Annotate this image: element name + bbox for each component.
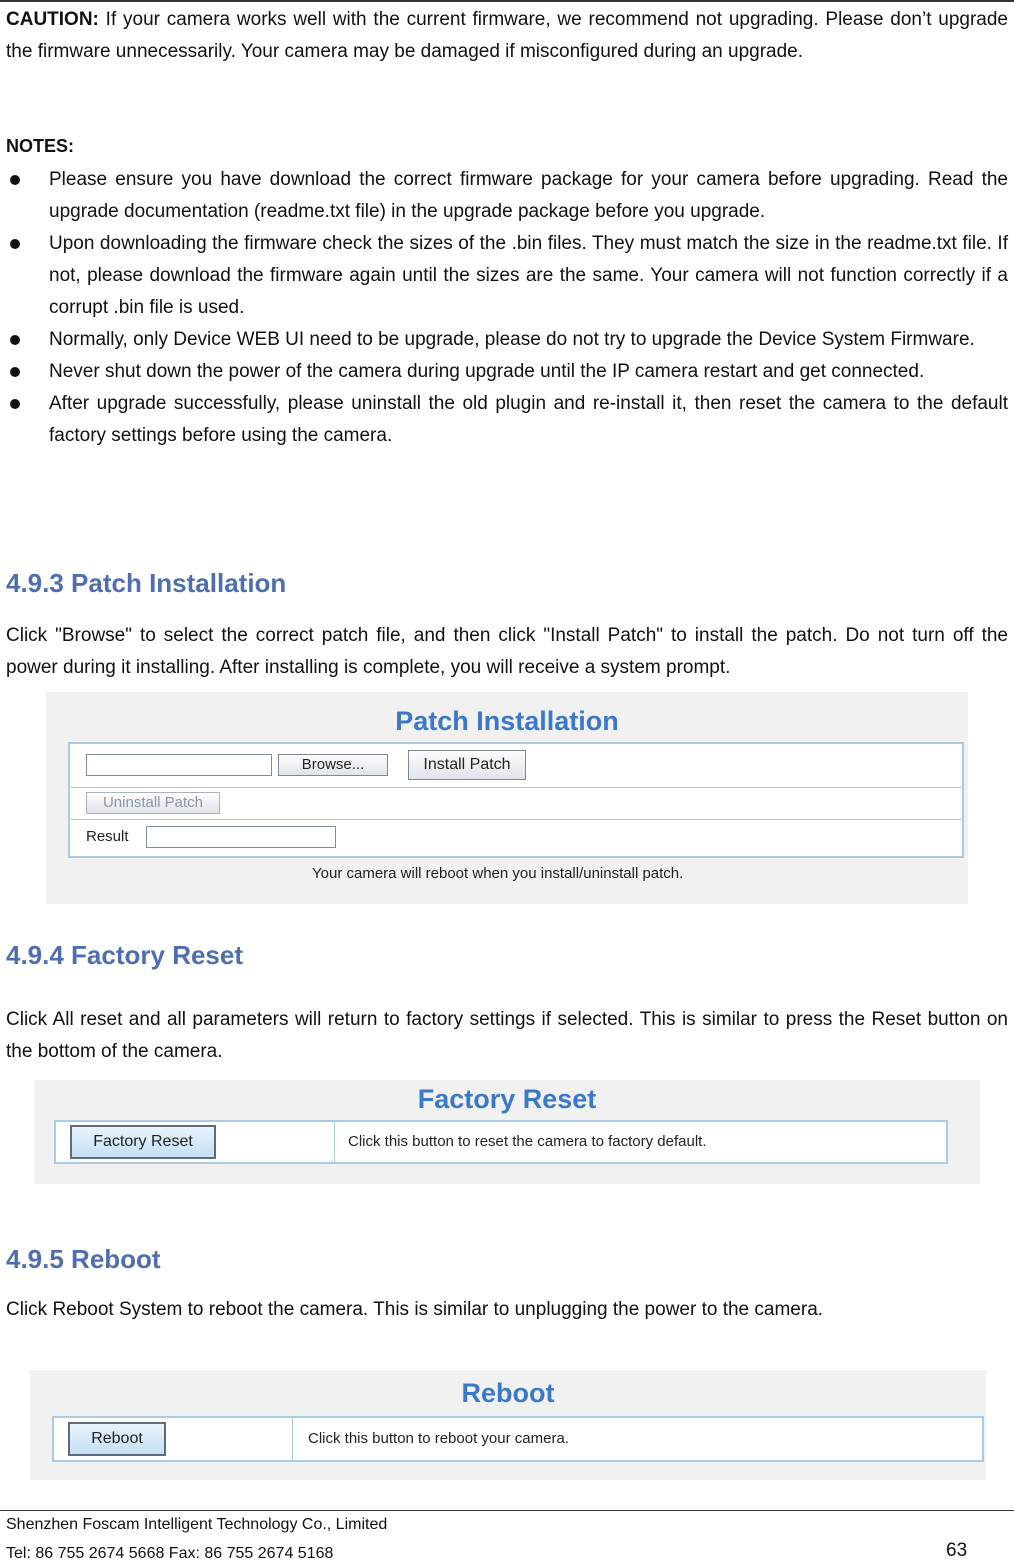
patch-body: Click "Browse" to select the correct patch file, and then click "Install Patch" to install the patch. Do not turn off the power during it installing. After installing is complete, you will receive a system prompt. <box>6 625 1008 678</box>
footer-company: Shenzhen Foscam Intelligent Technology Co., Limited <box>6 1516 388 1533</box>
result-label: Result <box>86 828 129 845</box>
notes-item <box>6 356 1008 388</box>
notes-item <box>6 164 1008 228</box>
bullet-icon <box>10 335 20 345</box>
reboot-button[interactable]: Reboot <box>68 1422 166 1456</box>
reboot-heading: 4.9.5 Reboot <box>6 1244 161 1274</box>
patch-ui-title: Patch Installation <box>395 706 619 736</box>
uninstall-patch-button[interactable]: Uninstall Patch <box>86 792 220 814</box>
reboot-ui-title: Reboot <box>461 1378 555 1408</box>
notes-item <box>6 228 1008 324</box>
factory-ui-separator <box>334 1122 335 1162</box>
caution-label: CAUTION: <box>6 9 99 30</box>
reboot-body: Click Reboot System to reboot the camera. This is similar to unplugging the power to the camera. <box>6 1299 824 1320</box>
notes-item-text: Normally, only Device WEB UI need to be upgrade, please do not try to upgrade the Device System Firmware. <box>49 329 975 350</box>
install-patch-button[interactable]: Install Patch <box>408 750 526 780</box>
result-field <box>146 826 336 848</box>
reboot-ui-frame <box>52 1416 984 1462</box>
browse-button[interactable]: Browse... <box>278 754 388 776</box>
factory-ui-frame <box>54 1120 948 1164</box>
notes-list <box>6 164 1008 452</box>
patch-row-divider <box>70 819 962 820</box>
reboot-ui-hint: Click this button to reboot your camera. <box>308 1430 569 1447</box>
notes-item <box>6 388 1008 452</box>
notes-item-text: Upon downloading the firmware check the sizes of the .bin files. They must match the size in the readme.txt file. If not, please download the firmware again until the sizes are the same. Your camera will not function correctly if a corrupt .bin file is used. <box>49 233 1008 318</box>
patch-ui-frame <box>68 742 964 858</box>
reboot-screenshot <box>30 1370 986 1480</box>
notes-item <box>6 324 1008 356</box>
patch-heading: 4.9.3 Patch Installation <box>6 568 287 598</box>
notes-item-text: Please ensure you have download the correct firmware package for your camera before upgrading. Read the upgrade documentation (readme.txt file) in the upgrade package before you upgrade. <box>49 169 1008 222</box>
notes-label: NOTES: <box>6 136 75 156</box>
notes-item-text: After upgrade successfully, please uninstall the old plugin and re-install it, then reset the camera to the default factory settings before using the camera. <box>49 393 1008 446</box>
notes-item-text: Never shut down the power of the camera during upgrade until the IP camera restart and get connected. <box>49 361 925 382</box>
factory-screenshot <box>34 1080 980 1184</box>
footer-contact: Tel: 86 755 2674 5668 Fax: 86 755 2674 5168 <box>6 1545 334 1562</box>
top-rule <box>0 0 1014 2</box>
bullet-icon <box>10 399 20 409</box>
footer-rule <box>0 1510 1014 1511</box>
patch-row-divider <box>70 787 962 788</box>
bullet-icon <box>10 175 20 185</box>
page-number: 63 <box>946 1540 968 1561</box>
patch-file-input[interactable] <box>86 754 272 776</box>
bullet-icon <box>10 367 20 377</box>
caution-paragraph <box>6 4 1008 68</box>
caution-text: If your camera works well with the current firmware, we recommend not upgrading. Please don’t upgrade the firmware unnecessarily. Your camera may be damaged if misconfigured during an upgrade. <box>6 9 1008 62</box>
patch-ui-note: Your camera will reboot when you install/uninstall patch. <box>312 865 684 882</box>
factory-body: Click All reset and all parameters will return to factory settings if selected. This is similar to press the Reset button on the bottom of the camera. <box>6 1009 1008 1062</box>
patch-screenshot <box>46 692 968 904</box>
factory-reset-button[interactable]: Factory Reset <box>70 1125 216 1159</box>
factory-ui-hint: Click this button to reset the camera to factory default. <box>348 1133 707 1150</box>
bullet-icon <box>10 239 20 249</box>
factory-heading: 4.9.4 Factory Reset <box>6 940 244 970</box>
factory-ui-title: Factory Reset <box>417 1084 597 1114</box>
reboot-ui-separator <box>292 1418 293 1460</box>
